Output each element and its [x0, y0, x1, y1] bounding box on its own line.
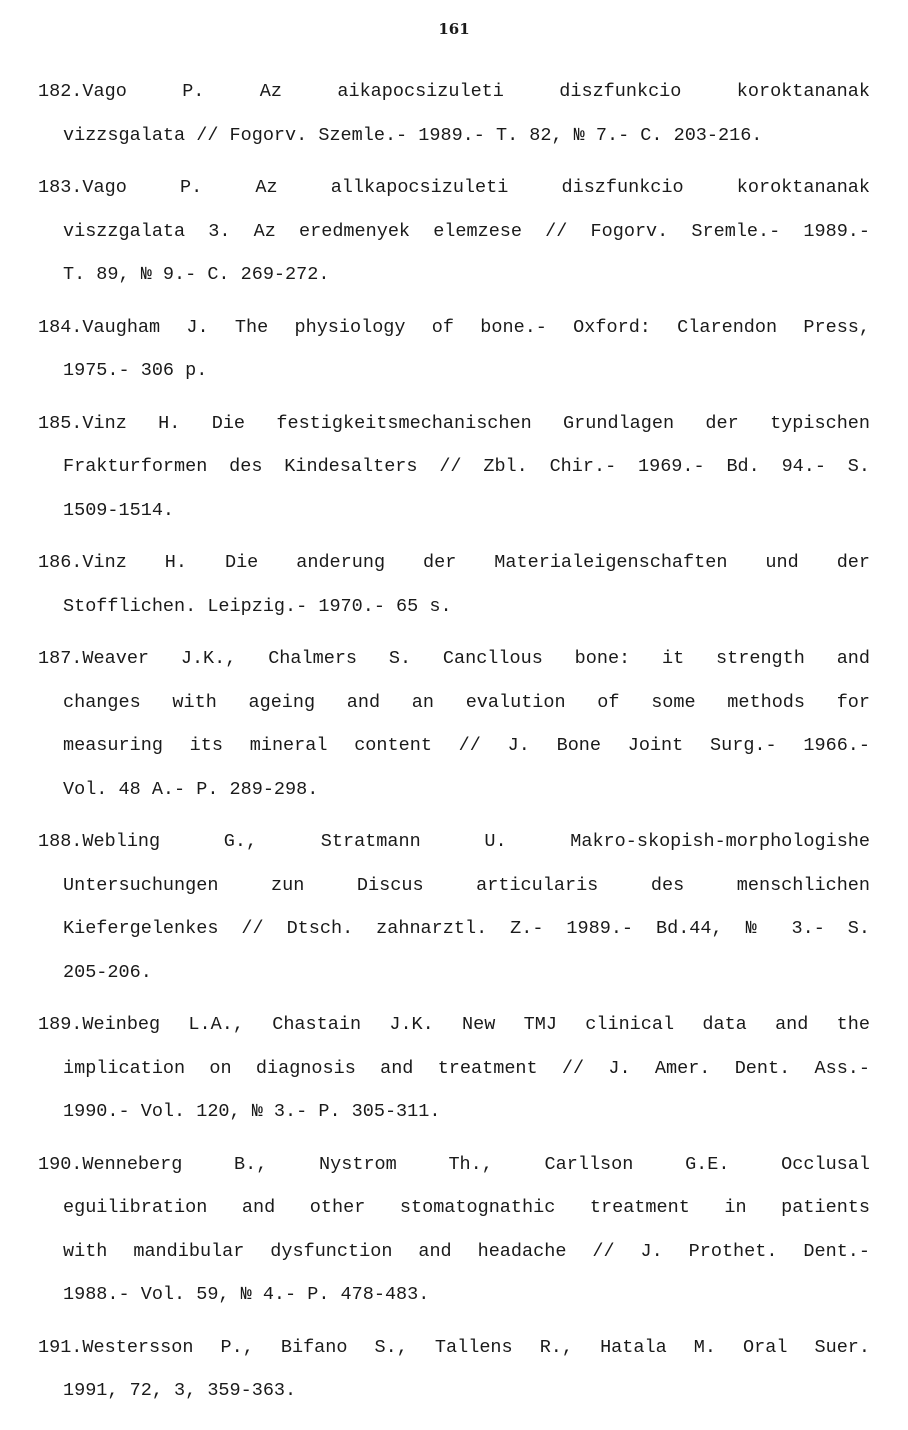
reference-182: [38, 78, 870, 165]
reference-188: [38, 828, 870, 1002]
reference-183: [38, 174, 870, 305]
reference-list: [38, 78, 870, 1430]
reference-line: 183.Vago P. Az allkapocsizuleti diszfunkcio koroktananak: [38, 177, 870, 198]
reference-186: [38, 549, 870, 636]
reference-line: Frakturformen des Kindesalters // Zbl. Chir.- 1969.- Bd. 94.- S.: [63, 456, 870, 477]
reference-line: with mandibular dysfunction and headache // J. Prothet. Dent.-: [63, 1240, 870, 1262]
reference-190: [38, 1151, 870, 1325]
reference-line: 185.Vinz H. Die festigkeitsmechanischen Grundlagen der typischen: [38, 412, 870, 434]
reference-line: vizzsgalata // Fogorv. Szemle.- 1989.- T. 82, № 7.- C. 203-216.: [63, 124, 763, 146]
reference-line: 182.Vago P. Az aikapocsizuleti diszfunkcio koroktananak: [38, 81, 870, 102]
reference-line: Untersuchungen zun Discus articularis des menschlichen: [63, 874, 870, 896]
page-number: 161: [438, 20, 470, 38]
reference-line: changes with ageing and an evalution of some methods for: [63, 691, 870, 713]
reference-line: 191.Westersson P., Bifano S., Tallens R., Hatala M. Oral Suer.: [38, 1336, 870, 1358]
reference-line: Kiefergelenkes // Dtsch. zahnarztl. Z.- 1989.- Bd.44, № 3.- S.: [63, 918, 870, 939]
reference-line: Vol. 48 A.- P. 289-298.: [63, 778, 319, 800]
reference-189: [38, 1011, 870, 1142]
reference-line: 186.Vinz H. Die anderung der Materialeigenschaften und der: [38, 552, 870, 573]
reference-line: eguilibration and other stomatognathic treatment in patients: [63, 1197, 870, 1218]
reference-line: 1975.- 306 p.: [63, 360, 208, 381]
reference-line: 187.Weaver J.K., Chalmers S. Cancllous bone: it strength and: [38, 648, 870, 669]
reference-line: 1990.- Vol. 120, № 3.- P. 305-311.: [63, 1101, 441, 1122]
reference-line: Stofflichen. Leipzig.- 1970.- 65 s.: [63, 595, 452, 617]
reference-line: 1509-1514.: [63, 499, 175, 521]
reference-line: 189.Weinbeg L.A., Chastain J.K. New TMJ clinical data and the: [38, 1014, 870, 1035]
reference-line: implication on diagnosis and treatment // J. Amer. Dent. Ass.-: [63, 1057, 870, 1079]
reference-line: 1991, 72, 3, 359-363.: [63, 1380, 297, 1401]
reference-185: [38, 410, 870, 541]
reference-line: 205-206.: [63, 961, 152, 983]
reference-line: measuring its mineral content // J. Bone Joint Surg.- 1966.-: [63, 735, 870, 756]
reference-191: [38, 1334, 870, 1421]
reference-184: [38, 314, 870, 401]
reference-187: [38, 645, 870, 819]
reference-line: 1988.- Vol. 59, № 4.- P. 478-483.: [63, 1284, 430, 1305]
reference-line: 188.Webling G., Stratmann U. Makro-skopish-morphologishe: [38, 831, 870, 852]
reference-line: 190.Wenneberg B., Nystrom Th., Carllson G.E. Occlusal: [38, 1153, 870, 1175]
reference-line: T. 89, № 9.- C. 269-272.: [63, 264, 330, 285]
reference-line: 184.Vaugham J. The physiology of bone.- Oxford: Clarendon Press,: [38, 316, 870, 338]
reference-line: viszzgalata 3. Az eredmenyek elemzese // Fogorv. Sremle.- 1989.-: [63, 220, 870, 242]
